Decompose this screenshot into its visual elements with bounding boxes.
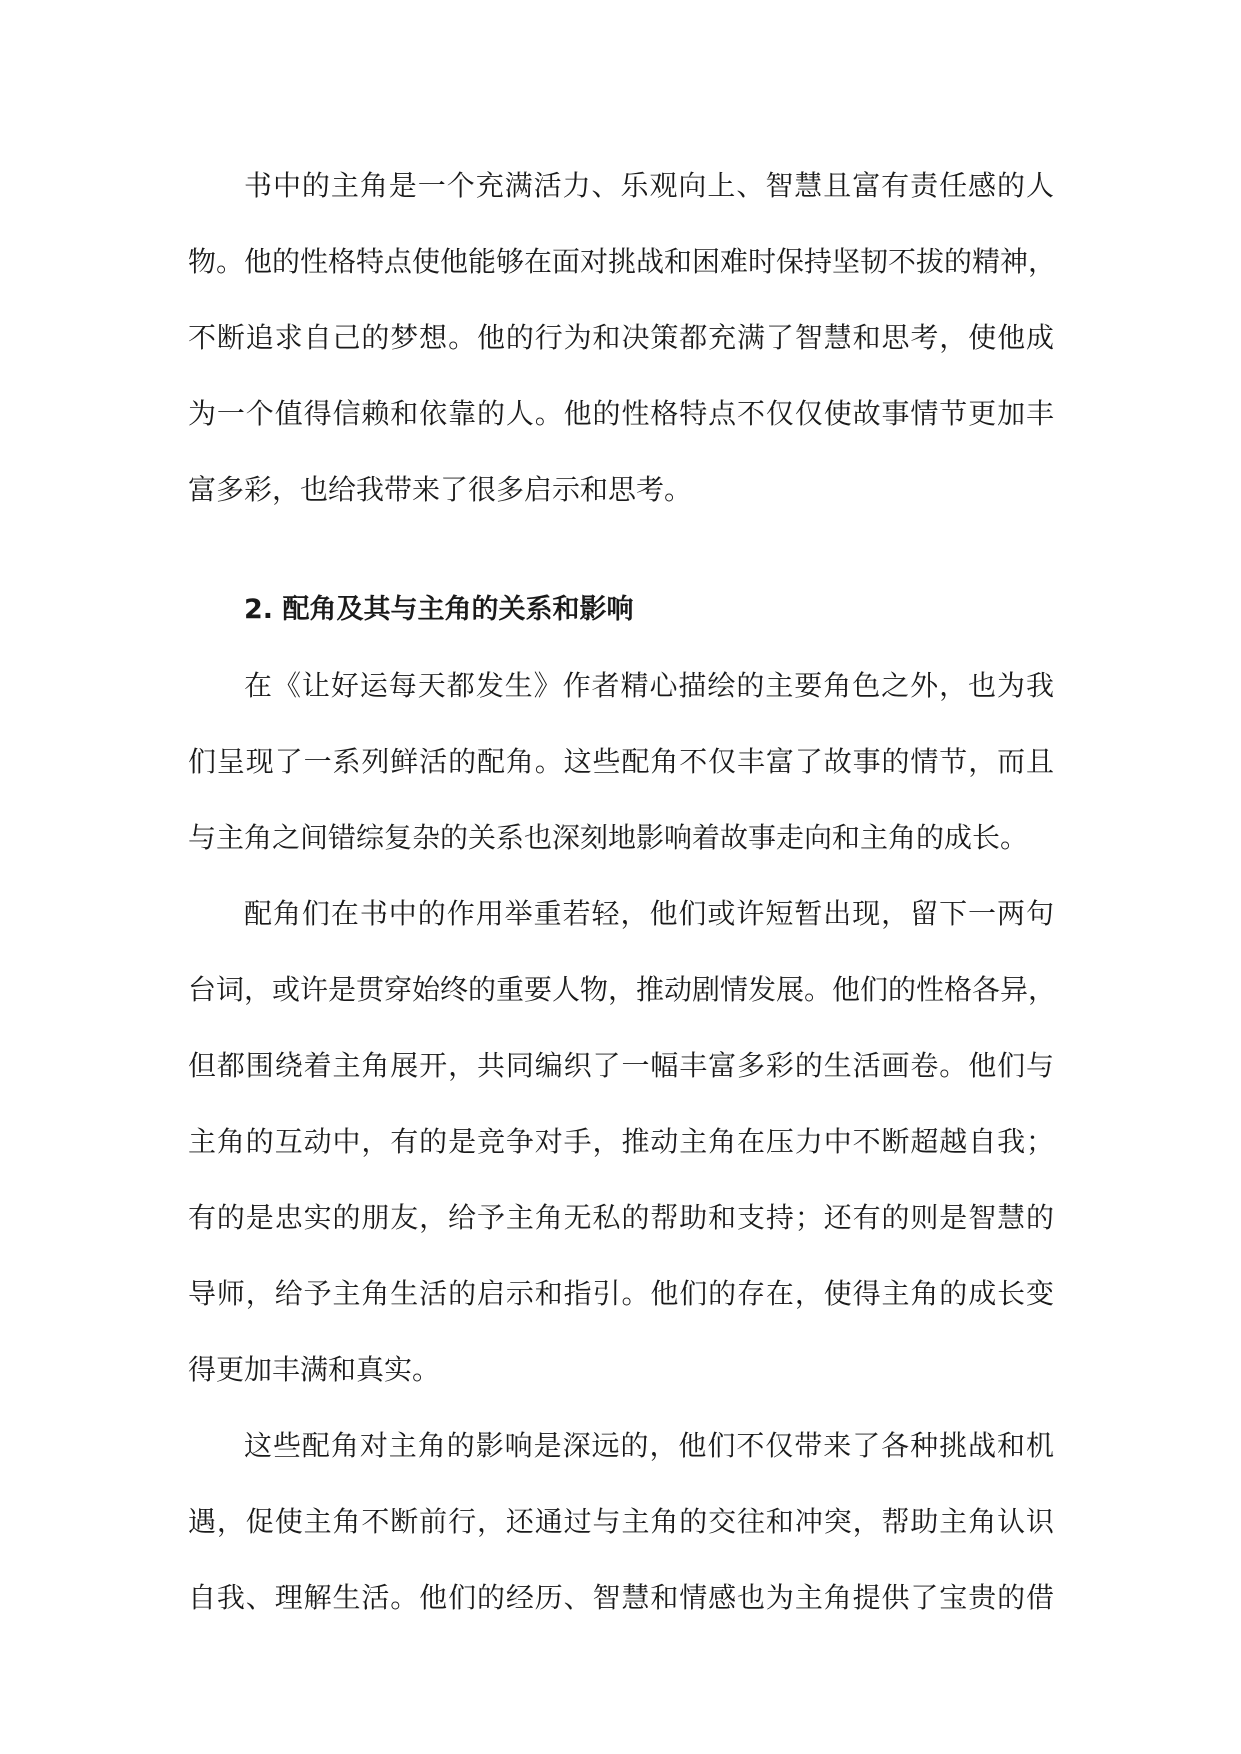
- text-line: 有的是忠实的朋友，给予主角无私的帮助和支持；还有的则是智慧的: [188, 1201, 1054, 1234]
- text-line: 为一个值得信赖和依靠的人。他的性格特点不仅仅使故事情节更加丰: [188, 397, 1054, 430]
- text-line: 不断追求自己的梦想。他的行为和决策都充满了智慧和思考，使他成: [188, 321, 1054, 354]
- document-body: [188, 148, 1057, 1636]
- text-line: 导师，给予主角生活的启示和指引。他们的存在，使得主角的成长变: [188, 1277, 1054, 1310]
- text-line: 遇，促使主角不断前行，还通过与主角的交往和冲突，帮助主角认识: [188, 1505, 1054, 1538]
- paragraph-supporting-roles: [188, 876, 1057, 1408]
- text-line: 们呈现了一系列鲜活的配角。这些配角不仅丰富了故事的情节，而且: [188, 745, 1054, 778]
- text-line: 书中的主角是一个充满活力、乐观向上、智慧且富有责任感的人: [244, 169, 1054, 202]
- text-line: 在《让好运每天都发生》作者精心描绘的主要角色之外，也为我: [244, 669, 1054, 702]
- text-line: 得更加丰满和真实。: [188, 1353, 441, 1386]
- paragraph-protagonist: [188, 148, 1057, 528]
- text-line: 这些配角对主角的影响是深远的，他们不仅带来了各种挑战和机: [244, 1429, 1054, 1462]
- text-line: 主角的互动中，有的是竞争对手，推动主角在压力中不断超越自我；: [188, 1125, 1054, 1158]
- text-line: 富多彩，也给我带来了很多启示和思考。: [188, 473, 693, 506]
- paragraph-supporting-intro: [188, 648, 1054, 876]
- text-line: 但都围绕着主角展开，共同编织了一幅丰富多彩的生活画卷。他们与: [188, 1049, 1054, 1082]
- text-line: 配角们在书中的作用举重若轻，他们或许短暂出现，留下一两句: [244, 897, 1054, 930]
- text-line: 台词，或许是贯穿始终的重要人物，推动剧情发展。他们的性格各异，: [188, 973, 1057, 1006]
- text-line: 物。他的性格特点使他能够在面对挑战和困难时保持坚韧不拔的精神，: [188, 245, 1057, 278]
- section-heading: 2. 配角及其与主角的关系和影响: [244, 594, 634, 625]
- paragraph-supporting-influence: [188, 1408, 1054, 1636]
- text-line: 自我、理解生活。他们的经历、智慧和情感也为主角提供了宝贵的借: [188, 1581, 1054, 1614]
- text-line: 与主角之间错综复杂的关系也深刻地影响着故事走向和主角的成长。: [188, 821, 1029, 854]
